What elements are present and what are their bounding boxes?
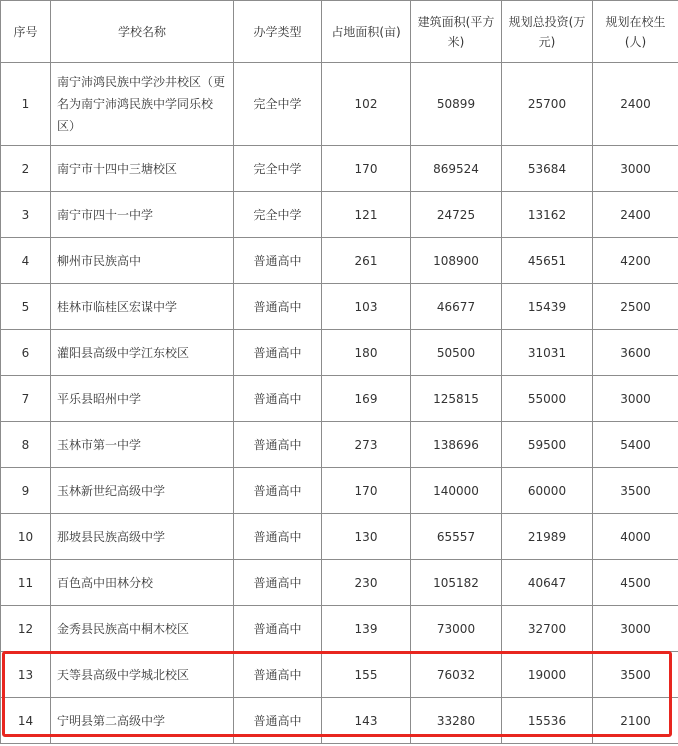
cell-no: 11 bbox=[1, 560, 51, 606]
cell-investment: 59500 bbox=[502, 422, 593, 468]
cell-type: 普通高中 bbox=[234, 514, 322, 560]
header-row bbox=[1, 1, 678, 63]
cell-investment: 60000 bbox=[502, 468, 593, 514]
cell-students: 3500 bbox=[593, 468, 678, 514]
header-investment: 规划总投资(万元) bbox=[502, 1, 593, 63]
cell-students: 4200 bbox=[593, 238, 678, 284]
cell-investment: 19000 bbox=[502, 652, 593, 698]
table-row bbox=[1, 606, 678, 652]
cell-school: 桂林市临桂区宏谋中学 bbox=[51, 284, 234, 330]
cell-building-area: 869524 bbox=[411, 146, 502, 192]
cell-land-area: 102 bbox=[322, 63, 411, 146]
table-row bbox=[1, 652, 678, 698]
header-type: 办学类型 bbox=[234, 1, 322, 63]
header-building-area: 建筑面积(平方米) bbox=[411, 1, 502, 63]
cell-building-area: 50899 bbox=[411, 63, 502, 146]
table-row bbox=[1, 284, 678, 330]
header-no: 序号 bbox=[1, 1, 51, 63]
table-row bbox=[1, 330, 678, 376]
cell-land-area: 121 bbox=[322, 192, 411, 238]
cell-investment: 15439 bbox=[502, 284, 593, 330]
cell-investment: 13162 bbox=[502, 192, 593, 238]
cell-investment: 15536 bbox=[502, 698, 593, 744]
table-body bbox=[1, 63, 678, 744]
cell-building-area: 65557 bbox=[411, 514, 502, 560]
cell-type: 完全中学 bbox=[234, 192, 322, 238]
cell-land-area: 139 bbox=[322, 606, 411, 652]
cell-building-area: 73000 bbox=[411, 606, 502, 652]
cell-school: 平乐县昭州中学 bbox=[51, 376, 234, 422]
cell-no: 2 bbox=[1, 146, 51, 192]
cell-school: 宁明县第二高级中学 bbox=[51, 698, 234, 744]
cell-building-area: 125815 bbox=[411, 376, 502, 422]
cell-building-area: 50500 bbox=[411, 330, 502, 376]
cell-students: 3000 bbox=[593, 606, 678, 652]
cell-no: 9 bbox=[1, 468, 51, 514]
table-row bbox=[1, 698, 678, 744]
cell-building-area: 138696 bbox=[411, 422, 502, 468]
cell-type: 普通高中 bbox=[234, 238, 322, 284]
cell-students: 3000 bbox=[593, 376, 678, 422]
table-row bbox=[1, 63, 678, 146]
cell-type: 普通高中 bbox=[234, 606, 322, 652]
cell-type: 普通高中 bbox=[234, 376, 322, 422]
cell-investment: 31031 bbox=[502, 330, 593, 376]
cell-school: 那坡县民族高级中学 bbox=[51, 514, 234, 560]
cell-no: 4 bbox=[1, 238, 51, 284]
cell-land-area: 170 bbox=[322, 468, 411, 514]
header-students: 规划在校生(人) bbox=[593, 1, 678, 63]
cell-no: 6 bbox=[1, 330, 51, 376]
table-row bbox=[1, 192, 678, 238]
cell-land-area: 143 bbox=[322, 698, 411, 744]
cell-building-area: 33280 bbox=[411, 698, 502, 744]
cell-school: 玉林新世纪高级中学 bbox=[51, 468, 234, 514]
cell-type: 完全中学 bbox=[234, 63, 322, 146]
cell-land-area: 180 bbox=[322, 330, 411, 376]
cell-school: 柳州市民族高中 bbox=[51, 238, 234, 284]
cell-type: 普通高中 bbox=[234, 652, 322, 698]
cell-students: 4000 bbox=[593, 514, 678, 560]
cell-no: 1 bbox=[1, 63, 51, 146]
cell-land-area: 230 bbox=[322, 560, 411, 606]
cell-investment: 32700 bbox=[502, 606, 593, 652]
table-row bbox=[1, 468, 678, 514]
cell-investment: 25700 bbox=[502, 63, 593, 146]
cell-no: 8 bbox=[1, 422, 51, 468]
cell-students: 3000 bbox=[593, 146, 678, 192]
cell-type: 普通高中 bbox=[234, 330, 322, 376]
cell-land-area: 103 bbox=[322, 284, 411, 330]
cell-no: 10 bbox=[1, 514, 51, 560]
cell-land-area: 273 bbox=[322, 422, 411, 468]
cell-students: 2400 bbox=[593, 63, 678, 146]
cell-students: 4500 bbox=[593, 560, 678, 606]
cell-building-area: 105182 bbox=[411, 560, 502, 606]
cell-land-area: 130 bbox=[322, 514, 411, 560]
cell-no: 7 bbox=[1, 376, 51, 422]
cell-type: 普通高中 bbox=[234, 468, 322, 514]
cell-school: 南宁沛鸿民族中学沙井校区（更名为南宁沛鸿民族中学同乐校区） bbox=[51, 63, 234, 146]
cell-students: 3500 bbox=[593, 652, 678, 698]
cell-investment: 21989 bbox=[502, 514, 593, 560]
cell-students: 2500 bbox=[593, 284, 678, 330]
cell-investment: 53684 bbox=[502, 146, 593, 192]
cell-no: 5 bbox=[1, 284, 51, 330]
cell-investment: 40647 bbox=[502, 560, 593, 606]
cell-school: 金秀县民族高中桐木校区 bbox=[51, 606, 234, 652]
cell-no: 13 bbox=[1, 652, 51, 698]
cell-school: 百色高中田林分校 bbox=[51, 560, 234, 606]
table-row bbox=[1, 422, 678, 468]
cell-building-area: 108900 bbox=[411, 238, 502, 284]
cell-students: 2400 bbox=[593, 192, 678, 238]
cell-no: 12 bbox=[1, 606, 51, 652]
cell-type: 普通高中 bbox=[234, 284, 322, 330]
cell-building-area: 140000 bbox=[411, 468, 502, 514]
cell-building-area: 24725 bbox=[411, 192, 502, 238]
cell-type: 普通高中 bbox=[234, 698, 322, 744]
cell-no: 14 bbox=[1, 698, 51, 744]
cell-school: 南宁市四十一中学 bbox=[51, 192, 234, 238]
header-land-area: 占地面积(亩) bbox=[322, 1, 411, 63]
cell-land-area: 169 bbox=[322, 376, 411, 422]
table-row bbox=[1, 560, 678, 606]
cell-land-area: 261 bbox=[322, 238, 411, 284]
header-school: 学校名称 bbox=[51, 1, 234, 63]
cell-school: 南宁市十四中三塘校区 bbox=[51, 146, 234, 192]
cell-students: 3600 bbox=[593, 330, 678, 376]
cell-type: 普通高中 bbox=[234, 560, 322, 606]
cell-school: 玉林市第一中学 bbox=[51, 422, 234, 468]
cell-type: 普通高中 bbox=[234, 422, 322, 468]
table-row bbox=[1, 514, 678, 560]
cell-school: 天等县高级中学城北校区 bbox=[51, 652, 234, 698]
table-row bbox=[1, 146, 678, 192]
cell-building-area: 76032 bbox=[411, 652, 502, 698]
table-row bbox=[1, 376, 678, 422]
cell-land-area: 155 bbox=[322, 652, 411, 698]
cell-land-area: 170 bbox=[322, 146, 411, 192]
cell-investment: 55000 bbox=[502, 376, 593, 422]
cell-school: 灌阳县高级中学江东校区 bbox=[51, 330, 234, 376]
cell-type: 完全中学 bbox=[234, 146, 322, 192]
table-row bbox=[1, 238, 678, 284]
cell-students: 5400 bbox=[593, 422, 678, 468]
cell-no: 3 bbox=[1, 192, 51, 238]
cell-building-area: 46677 bbox=[411, 284, 502, 330]
cell-investment: 45651 bbox=[502, 238, 593, 284]
cell-students: 2100 bbox=[593, 698, 678, 744]
